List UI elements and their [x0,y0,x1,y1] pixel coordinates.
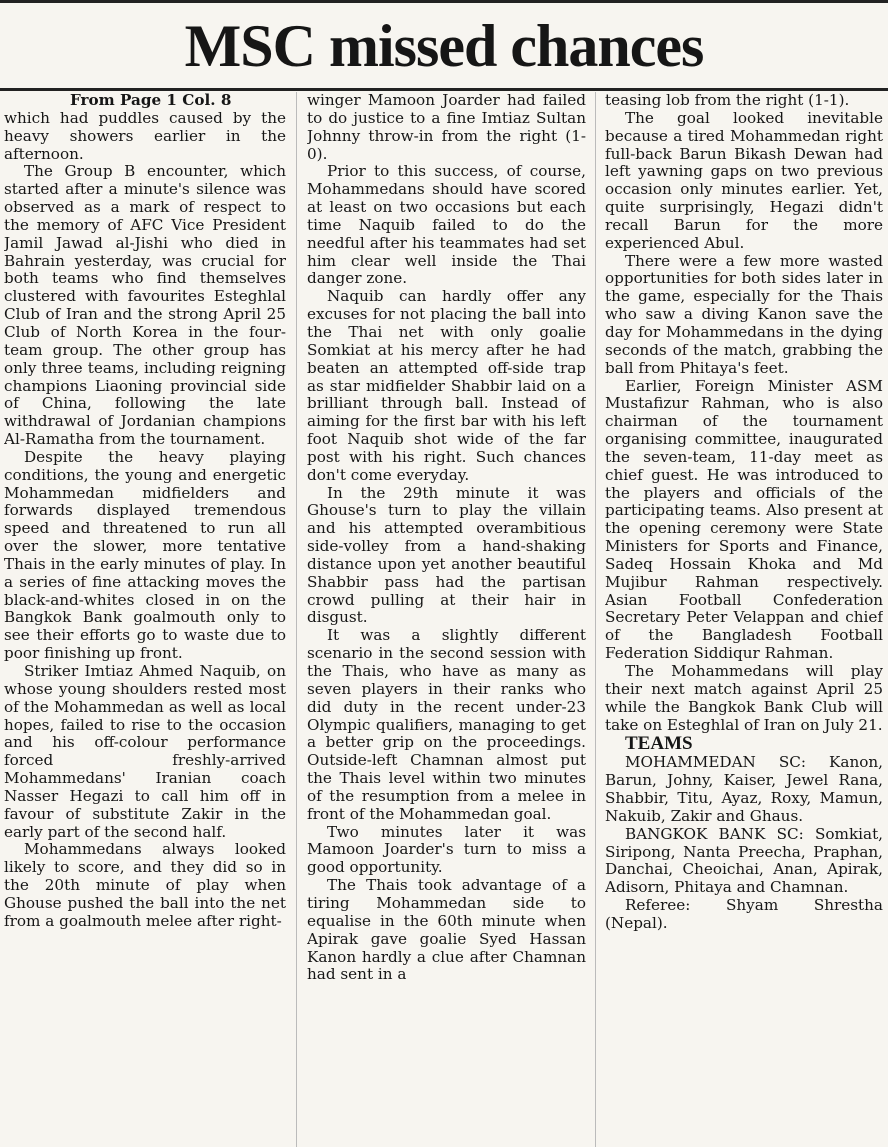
paragraph: teasing lob from the right (1-1). [605,92,850,109]
paragraph: The goal looked inevitable because a tired Mohammedan right full-back Barun Bikash Dewan had left yawning gaps on two previous occasion only minutes earlier. Yet, quite surprisingly, Hegazi didn't recall Barun for the more experienced Abul. [605,108,883,252]
paragraph: Naquib can hardly offer any excuses for not placing the ball into the Thai net with only goalie Somkiat at his mercy after he had beaten an attempted off-side trap as star midfielder Shabbir laid on a brilliant through ball. Instead of aiming for the first bar with his left foot Naquib shot wide of the far post with his right. Such chances don't come everyday. [307,287,586,484]
paragraph: In the 29th minute it was Ghouse's turn to play the villain and his attempted overambitious side-volley from a hand-shaking distance upon yet another beautiful Shabbir pass had the partisan crowd pulling at their hair in disgust. [307,483,586,627]
referee-line: Referee: Shyam Shrestha (Nepal). [605,896,883,932]
paragraph: winger Mamoon Joarder had failed to do justice to a fine Imtiaz Sultan Johnny throw-in from the right (1-0). [307,92,586,163]
column-divider [595,92,596,1147]
paragraph: Mohammedans always looked likely to score, and they did so in the 20th minute of play when Ghouse pushed the ball into the net from a goalmouth melee after right- [4,840,286,930]
column-3 [605,92,883,1147]
paragraph: Striker Imtiaz Ahmed Naquib, on whose young shoulders rested most of the Mohammedan as well as local hopes, failed to rise to the occasion and his off-colour performance forced freshly-arrived Mohammedans' Iranian coach Nasser Hegazi to call him off in favour of substitute Zakir in the early part of the second half. [4,662,286,841]
team-lineup-mohammedan: MOHAMMEDAN SC: Kanon, Barun, Johny, Kaiser, Jewel Rana, Shabbir, Titu, Ayaz, Roxy, Mamun, Nakuib, Zakir and Ghaus. [605,753,883,825]
paragraph: There were a few more wasted opportunities for both sides later in the game, especially for the Thais who saw a diving Kanon save the day for Mohammedans in the dying seconds of the match, grabbing the ball from Phitaya's feet. [605,251,883,377]
paragraph: The Mohammedans will play their next match against April 25 while the Bangkok Bank Club will take on Esteghlal of Iran on July 21. [605,662,883,734]
continuation-reference: From Page 1 Col. 8 [70,92,232,109]
headline-rule [0,88,888,91]
teams-heading: TEAMS [625,733,693,755]
paragraph: The Group B encounter, which started after a minute's silence was observed as a mark of respect to the memory of AFC Vice President Jamil Jawad al-Jishi who died in Bahrain yesterday, was crucial for both teams who find themselves clustered with favourites Esteghlal Club of Iran and the strong April 25 Club of North Korea in the four-team group. The other group has only three teams, including reigning champions Liaoning provincial side of China, following the late withdrawal of Jordanian champions Al-Ramatha from the tournament. [4,162,286,449]
team-lineup-bangkok-bank: BANGKOK BANK SC: Somkiat, Siripong, Nanta Preecha, Praphan, Danchai, Cheoichai, Anan, Apirak, Adisorn, Phitaya and Chamnan. [605,824,883,897]
headline: MSC missed chances [184,13,704,79]
top-rule [0,0,888,3]
paragraph: Two minutes later it was Mamoon Joarder's turn to miss a good opportunity. [307,822,586,877]
paragraph: The Thais took advantage of a tiring Mohammedan side to equalise in the 60th minute when Apirak gave goalie Syed Hassan Kanon hardly a clue after Chamnan had sent in a [307,876,586,984]
paragraph: which had puddles caused by the heavy showers earlier in the afternoon. [4,108,286,163]
paragraph: Despite the heavy playing conditions, the young and energetic Mohammedan midfielders and forwards displayed tremendous speed and threatened to run all over the slower, more tentative Thais in the early minutes of play. In a series of fine attacking moves the black-and-whites closed in on the Bangkok Bank goalmouth only to see their efforts go to waste due to poor finishing up front. [4,447,286,663]
column-1 [4,92,286,1147]
column-divider [296,92,297,1147]
column-2 [307,92,586,1147]
paragraph: It was a slightly different scenario in the second session with the Thais, who have as many as seven players in their ranks who did duty in the recent under-23 Olympic qualifiers, managing to get a better grip on the proceedings. Outside-left Chamnan almost put the Thais level within two minutes of the resumption from a melee in front of the Mohammedan goal. [307,626,586,823]
paragraph: Earlier, Foreign Minister ASM Mustafizur Rahman, who is also chairman of the tournament organising committee, inaugurated the seven-team, 11-day meet as chief guest. He was introduced to the players and officials of the participating teams. Also present at the opening ceremony were State Ministers for Sports and Finance, Sadeq Hossain Khoka and Md Mujibur Rahman respectively. Asian Football Confederation Secretary Peter Velappan and chief of the Bangladesh Football Federation Siddiqur Rahman. [605,376,883,663]
paragraph: Prior to this success, of course, Mohammedans should have scored at least on two occasions but each time Naquib failed to do the needful after his teammates had set him clear well inside the Thai danger zone. [307,162,586,288]
